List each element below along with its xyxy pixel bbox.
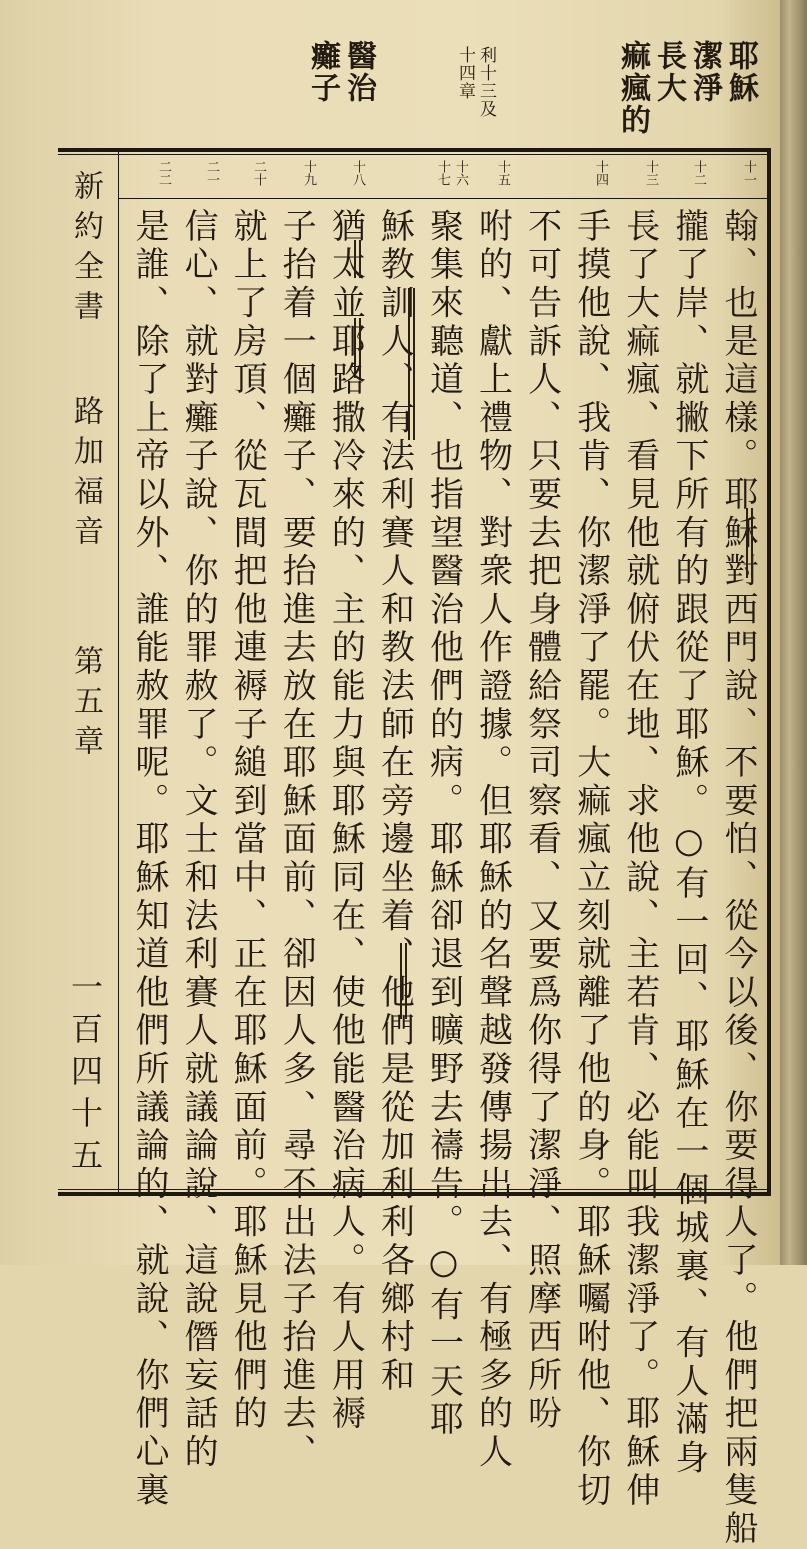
gloss-ref-line: 利十三及: [476, 46, 496, 118]
gloss-line: 痲瘋的: [615, 40, 650, 136]
page-edge: [780, 0, 807, 1265]
proper-name-mark: [408, 288, 415, 440]
verse-number: 十七: [435, 160, 450, 186]
verse-number: 十四: [593, 160, 608, 186]
verse-number: 二一: [204, 160, 219, 186]
scripture-text: [118, 208, 765, 1549]
text-column: 翰、也是這樣。耶穌對西門說、不要怕、從今以後、你要得人了。他們把兩隻船: [717, 208, 758, 1549]
proper-name-mark: [354, 240, 361, 278]
gloss-heading-paralytic: [306, 40, 374, 104]
gloss-cross-reference: [455, 46, 495, 118]
text-column: 攏了岸、就撇下所有的跟從了耶穌。○有一回、耶穌在一個城裏、有人滿身: [668, 208, 709, 1478]
text-column: 猶太並耶路撒冷來的、主的能力與耶穌同在、使他能醫治病人。有人用褥: [325, 208, 366, 1434]
verse-number: 十一: [741, 160, 756, 186]
gloss-ref-line: 十四章: [455, 46, 475, 100]
verse-numbers-row: [118, 158, 767, 198]
proper-name-mark: [746, 508, 753, 578]
verse-number: 二二: [156, 160, 171, 186]
verse-number: 十三: [643, 160, 658, 186]
text-column: 長了大痲瘋、看見他就俯伏在地、求他說、主若肯、必能叫我潔淨了。耶穌伸: [619, 208, 660, 1511]
chapter-label: 第五章: [68, 645, 103, 765]
text-column: 不可告訴人、只要去把身體給祭司察看、又要爲你得了潔淨、照摩西所吩: [521, 208, 562, 1434]
text-column: 聚集來聽道、也指望醫治他們的病。耶穌卻退到曠野去禱告。○有一天耶: [423, 208, 464, 1440]
gospel-title: 路加福音: [68, 395, 103, 555]
text-column: 穌教訓人、有法利賽人和教法師在旁邊坐着、他們是從加利利各鄉村和: [374, 208, 415, 1396]
verse-number: 十二: [691, 160, 706, 186]
gloss-line: 潔淨: [687, 40, 722, 104]
verse-number: 十八: [350, 160, 365, 186]
text-frame: [58, 148, 771, 1549]
book-title: 新約全書: [68, 170, 103, 330]
verse-number: 二十: [251, 160, 266, 186]
verse-number: 十六: [453, 160, 468, 186]
verse-number: 十五: [495, 160, 510, 186]
text-column: 信心、就對癱子說、你的罪赦了。文士和法利賽人就議論說、這說僭妄話的: [178, 208, 219, 1472]
frame-right-rule: [767, 148, 771, 1196]
proper-name-mark: [354, 318, 361, 378]
text-column: 就上了房頂、從瓦間把他連褥子縋到當中、正在耶穌面前。耶穌見他們的: [227, 208, 268, 1434]
verse-number-rule: [118, 198, 771, 199]
gloss-line: 醫治: [341, 40, 376, 104]
proper-name-mark: [400, 943, 407, 1019]
text-column: 子抬着一個癱子、要抬進去放在耶穌面前、卻因人多、尋不出法子抬進去、: [276, 208, 317, 1472]
text-column: 咐的、獻上禮物、對衆人作證據。但耶穌的名聲越發傳揚出去、有極多的人: [472, 208, 513, 1472]
text-column: 手摸他說、我肯、你潔淨了罷。大痲瘋立刻就離了他的身。耶穌囑咐他、你切: [570, 208, 611, 1511]
text-column: 是誰、除了上帝以外、誰能赦罪呢。耶穌知道他們所議論的、就說、你們心裏: [129, 208, 169, 1511]
gloss-heading-cleansing: [616, 40, 756, 136]
frame-top-rule-thin: [58, 154, 771, 155]
running-head: [60, 170, 116, 1186]
gloss-line: 長大: [651, 40, 686, 104]
gloss-line: 癱子: [305, 40, 340, 104]
gloss-line: 耶穌: [723, 40, 758, 104]
page-number: 一百四十五: [66, 970, 104, 1180]
verse-number: 十九: [301, 160, 316, 186]
frame-top-rule: [58, 148, 771, 152]
